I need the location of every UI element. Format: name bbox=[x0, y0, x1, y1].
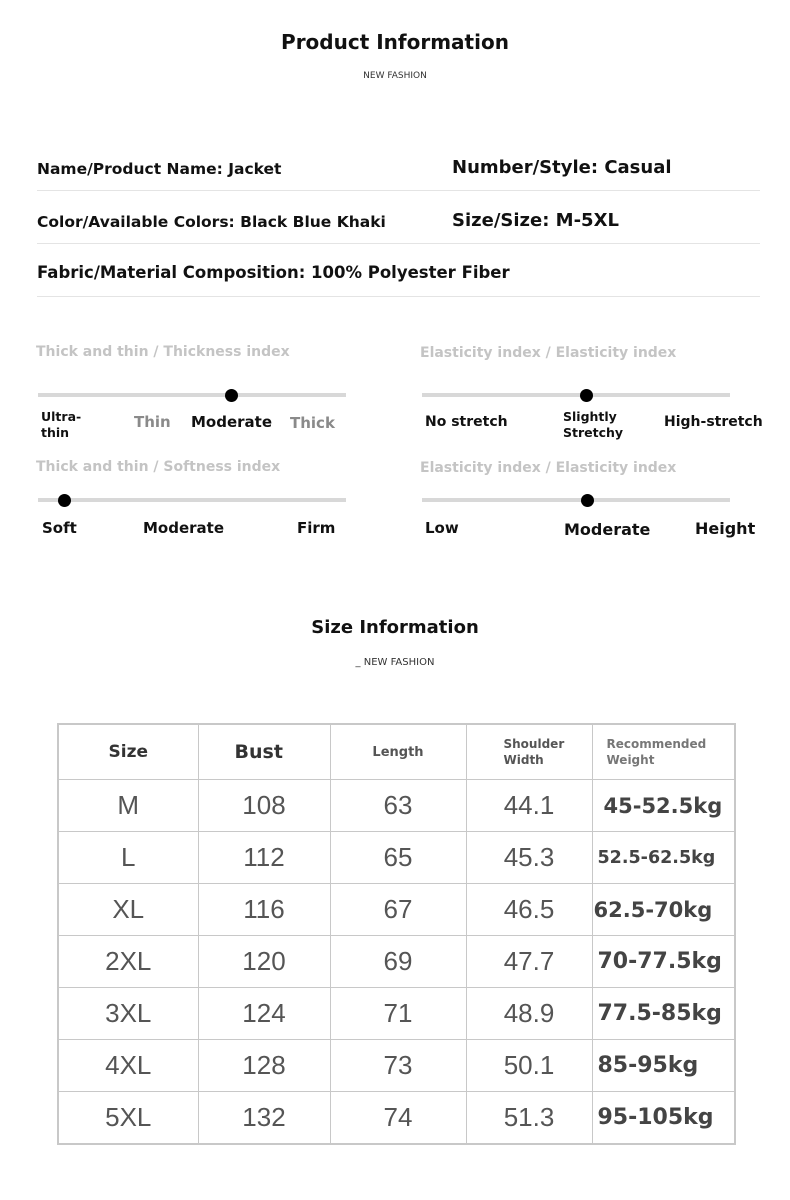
cell-weight: 85-95kg bbox=[592, 1040, 735, 1092]
elasticity-indicator bbox=[580, 389, 593, 402]
cell-shoulder-width: 50.1 bbox=[466, 1040, 592, 1092]
elasticity-index-title: Elasticity index / Elasticity index bbox=[420, 345, 677, 361]
cell-weight: 52.5-62.5kg bbox=[592, 832, 735, 884]
cell-length: 63 bbox=[330, 780, 466, 832]
cell-shoulder-width: 47.7 bbox=[466, 936, 592, 988]
size-table-header bbox=[58, 724, 735, 780]
cell-size: 5XL bbox=[58, 1092, 198, 1145]
thickness-indicator bbox=[225, 389, 238, 402]
elasticity2-label-moderate: Moderate bbox=[564, 520, 651, 539]
table-row bbox=[58, 884, 735, 936]
elasticity2-label-height: Height bbox=[695, 519, 756, 538]
cell-weight: 95-105kg bbox=[592, 1092, 735, 1145]
thickness-index-title: Thick and thin / Thickness index bbox=[36, 344, 290, 360]
header-bust: Bust bbox=[198, 724, 330, 780]
size-table bbox=[57, 723, 736, 1145]
cell-weight: 45-52.5kg bbox=[592, 780, 735, 832]
cell-bust: 108 bbox=[198, 780, 330, 832]
thickness-label-ultra-thin: Ultra-thin bbox=[41, 409, 82, 440]
cell-length: 67 bbox=[330, 884, 466, 936]
product-fabric: Fabric/Material Composition: 100% Polyester Fiber bbox=[37, 263, 510, 282]
cell-length: 73 bbox=[330, 1040, 466, 1092]
elasticity-scale bbox=[422, 393, 730, 397]
elasticity2-scale bbox=[422, 498, 730, 502]
cell-bust: 112 bbox=[198, 832, 330, 884]
divider bbox=[37, 243, 760, 244]
cell-shoulder-width: 51.3 bbox=[466, 1092, 592, 1145]
cell-size: M bbox=[58, 780, 198, 832]
divider bbox=[37, 190, 760, 191]
cell-weight: 62.5-70kg bbox=[592, 884, 735, 936]
size-info-title: Size Information bbox=[311, 617, 479, 638]
thickness-scale bbox=[38, 393, 346, 397]
elasticity2-label-low: Low bbox=[425, 519, 459, 537]
cell-bust: 124 bbox=[198, 988, 330, 1040]
cell-length: 71 bbox=[330, 988, 466, 1040]
product-sizes: Size/Size: M-5XL bbox=[452, 210, 619, 231]
thickness-label-thin: Thin bbox=[134, 413, 171, 431]
product-colors: Color/Available Colors: Black Blue Khaki bbox=[37, 213, 386, 231]
softness-label-moderate: Moderate bbox=[143, 519, 225, 537]
elasticity2-indicator bbox=[581, 494, 594, 507]
softness-label-firm: Firm bbox=[297, 519, 336, 537]
cell-size: XL bbox=[58, 884, 198, 936]
thickness-label-thick: Thick bbox=[290, 414, 335, 432]
cell-length: 65 bbox=[330, 832, 466, 884]
elasticity-label-slightly-stretchy: Slightly Stretchy bbox=[563, 409, 624, 440]
cell-size: 4XL bbox=[58, 1040, 198, 1092]
header-length: Length bbox=[330, 724, 466, 780]
cell-shoulder-width: 48.9 bbox=[466, 988, 592, 1040]
cell-length: 69 bbox=[330, 936, 466, 988]
softness-index-title: Thick and thin / Softness index bbox=[36, 459, 281, 475]
cell-length: 74 bbox=[330, 1092, 466, 1145]
cell-shoulder-width: 45.3 bbox=[466, 832, 592, 884]
header-recommended-weight: Recommended Weight bbox=[592, 724, 735, 780]
elasticity-label-high-stretch: High-stretch bbox=[664, 414, 763, 430]
table-row bbox=[58, 988, 735, 1040]
cell-bust: 132 bbox=[198, 1092, 330, 1145]
cell-shoulder-width: 44.1 bbox=[466, 780, 592, 832]
header-shoulder-width: Shoulder Width bbox=[466, 724, 592, 780]
cell-bust: 128 bbox=[198, 1040, 330, 1092]
thickness-label-moderate: Moderate bbox=[191, 413, 273, 431]
cell-size: 3XL bbox=[58, 988, 198, 1040]
table-row bbox=[58, 1040, 735, 1092]
divider bbox=[37, 296, 760, 297]
softness-indicator bbox=[58, 494, 71, 507]
size-info-subtitle: _ NEW FASHION bbox=[355, 657, 435, 668]
product-name: Name/Product Name: Jacket bbox=[37, 160, 282, 178]
header-size: Size bbox=[58, 724, 198, 780]
table-row bbox=[58, 780, 735, 832]
product-info-title: Product Information bbox=[281, 30, 509, 54]
elasticity2-index-title: Elasticity index / Elasticity index bbox=[420, 460, 677, 476]
cell-size: L bbox=[58, 832, 198, 884]
cell-weight: 77.5-85kg bbox=[592, 988, 735, 1040]
softness-scale bbox=[38, 498, 346, 502]
table-row bbox=[58, 1092, 735, 1145]
softness-label-soft: Soft bbox=[42, 519, 77, 537]
elasticity-label-no-stretch: No stretch bbox=[425, 414, 508, 430]
product-style: Number/Style: Casual bbox=[452, 157, 672, 178]
cell-size: 2XL bbox=[58, 936, 198, 988]
product-info-subtitle: NEW FASHION bbox=[363, 71, 427, 81]
cell-bust: 120 bbox=[198, 936, 330, 988]
table-row bbox=[58, 936, 735, 988]
cell-weight: 70-77.5kg bbox=[592, 936, 735, 988]
cell-shoulder-width: 46.5 bbox=[466, 884, 592, 936]
table-row bbox=[58, 832, 735, 884]
cell-bust: 116 bbox=[198, 884, 330, 936]
